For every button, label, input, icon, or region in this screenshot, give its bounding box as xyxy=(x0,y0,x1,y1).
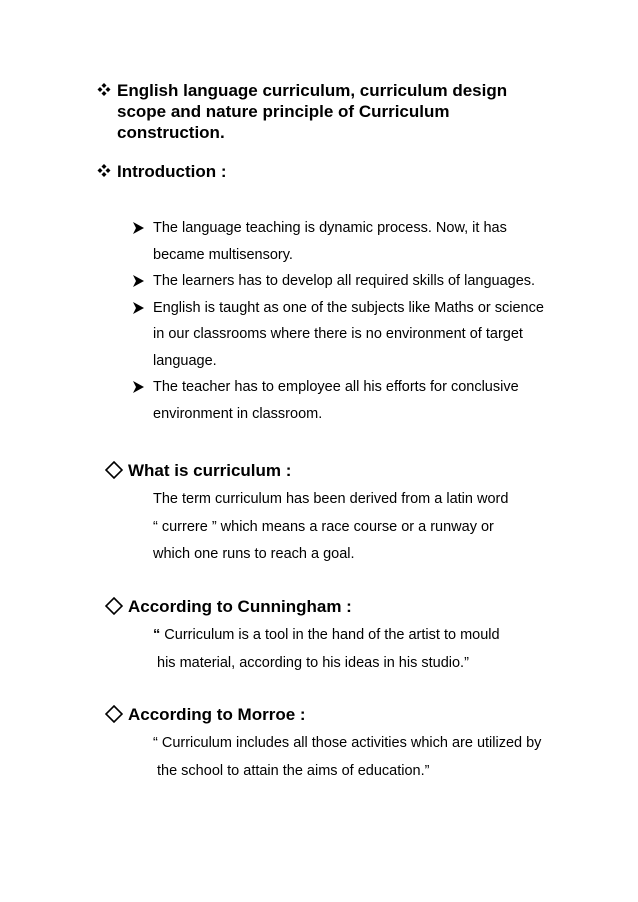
arrowhead-bullet-icon xyxy=(132,275,145,287)
paragraph-line: which one runs to reach a goal. xyxy=(153,546,355,562)
arrowhead-bullet-icon xyxy=(132,222,145,234)
arrowhead-bullet-icon xyxy=(132,302,145,314)
paragraph-line xyxy=(153,622,593,650)
paragraph-line: the school to attain the aims of education.” xyxy=(157,762,430,779)
list-item-line: The learners has to develop all required skills of languages. xyxy=(153,273,536,289)
list-item xyxy=(132,374,572,427)
outline-diamond-icon xyxy=(105,705,123,723)
list-item xyxy=(132,268,572,295)
quote-text: Curriculum is a tool in the hand of the artist to mould xyxy=(160,627,500,643)
what-is-curriculum-heading-text: What is curriculum : xyxy=(128,461,292,480)
title-line-1: English language curriculum, curriculum design xyxy=(117,81,508,100)
list-item-line: language. xyxy=(153,352,217,369)
document-title xyxy=(95,80,555,143)
paragraph-line: “ currere ” which means a race course or a runway or xyxy=(153,518,494,535)
list-item xyxy=(132,295,572,375)
title-line-3: construction. xyxy=(117,123,225,142)
list-item-line: environment in classroom. xyxy=(153,405,323,422)
list-item-line: The teacher has to employee all his efforts for conclusive xyxy=(153,379,519,395)
cunningham-quote xyxy=(153,622,593,677)
list-item-line: became multisensory. xyxy=(153,246,293,263)
cunningham-heading xyxy=(105,597,352,617)
introduction-heading-text: Introduction : xyxy=(117,162,227,181)
what-is-curriculum-heading xyxy=(105,461,291,481)
outline-diamond-icon xyxy=(105,597,123,615)
morroe-quote xyxy=(153,730,593,785)
list-item-line: English is taught as one of the subjects like Maths or science xyxy=(153,299,544,316)
list-item-line: The language teaching is dynamic process. Now, it has xyxy=(153,220,507,236)
paragraph-line: his material, according to his ideas in his studio.” xyxy=(157,654,469,671)
what-is-curriculum-text xyxy=(153,486,593,569)
outline-diamond-icon xyxy=(105,461,123,479)
title-line-2: scope and nature principle of Curriculum xyxy=(117,102,450,121)
cunningham-heading-text: According to Cunningham : xyxy=(128,597,352,616)
introduction-heading xyxy=(95,161,555,182)
opening-quote-mark: “ xyxy=(153,627,161,643)
morroe-heading-text: According to Morroe : xyxy=(128,705,306,724)
arrowhead-bullet-icon xyxy=(132,381,145,393)
introduction-list xyxy=(132,215,572,427)
paragraph-line: “ Curriculum includes all those activities which are utilized by xyxy=(153,735,542,751)
morroe-heading xyxy=(105,705,306,725)
four-diamond-bullet-icon xyxy=(95,161,113,182)
four-diamond-bullet-icon xyxy=(95,80,113,101)
list-item-line: in our classrooms where there is no environment of target xyxy=(153,326,523,342)
paragraph-line: The term curriculum has been derived from a latin word xyxy=(153,491,509,507)
list-item xyxy=(132,215,572,268)
